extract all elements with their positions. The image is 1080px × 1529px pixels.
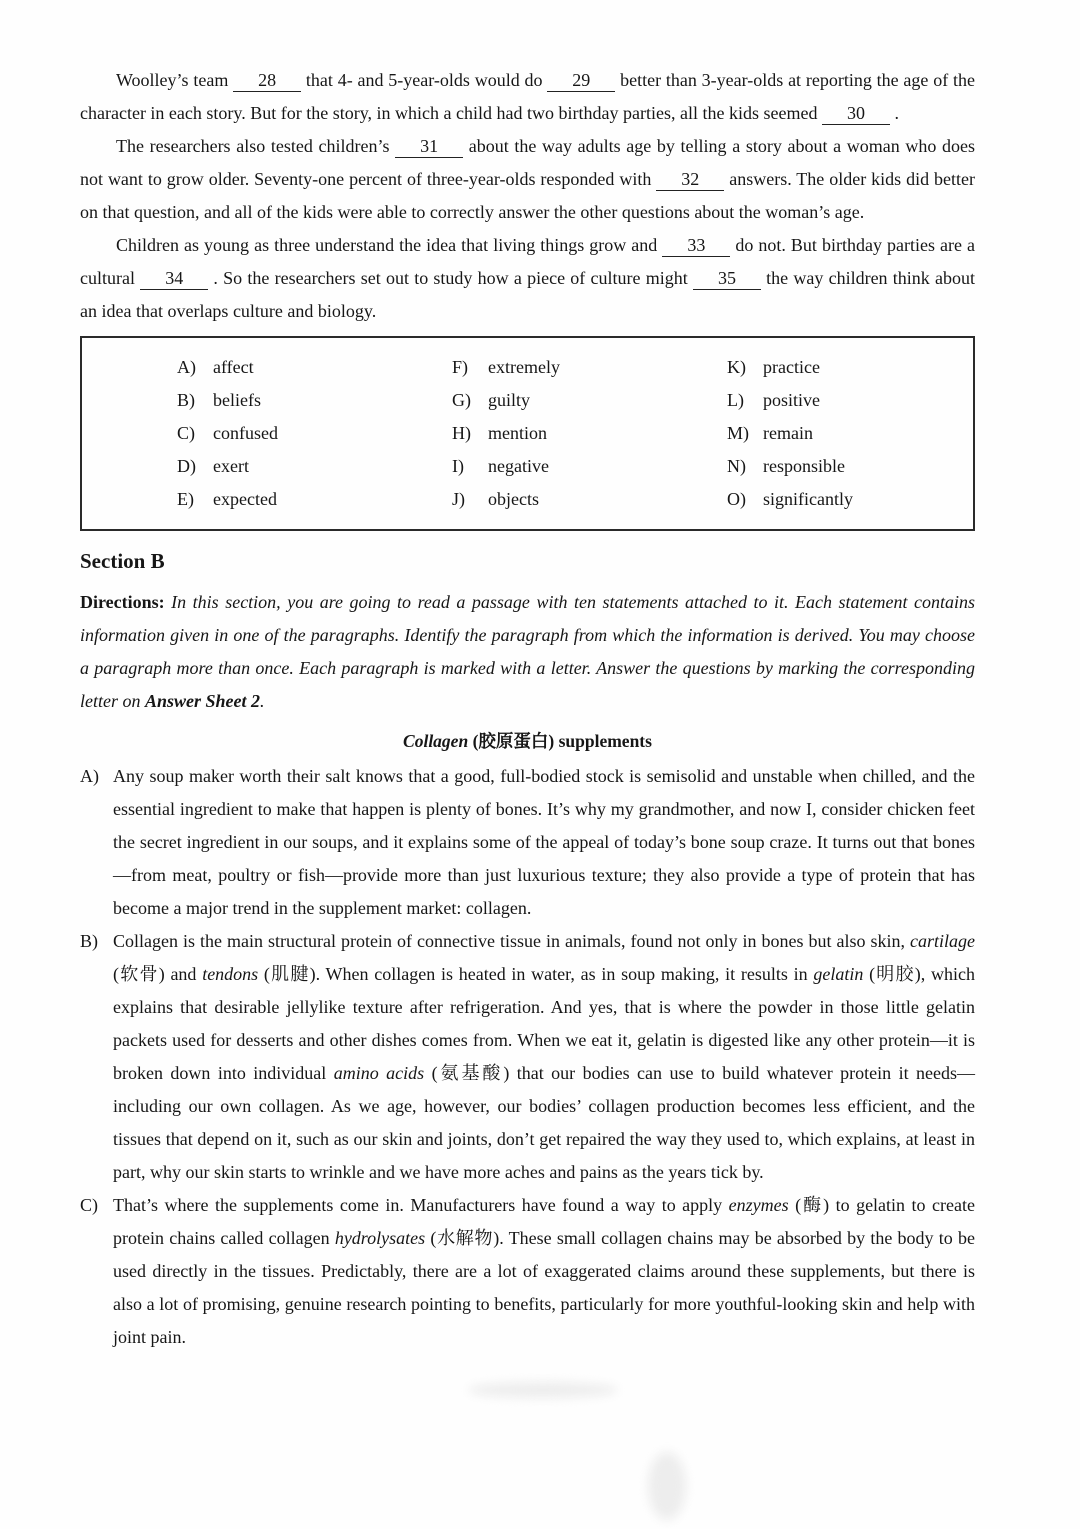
passage-paragraph-a <box>80 760 975 925</box>
section-b-heading: Section B <box>80 549 165 573</box>
option-word: extremely <box>488 357 560 377</box>
passage-paragraph-c <box>80 1189 975 1354</box>
option-letter: H) <box>452 423 471 443</box>
option-word: practice <box>763 357 820 377</box>
word-bank-option-g <box>452 384 727 417</box>
option-letter: E) <box>177 489 194 509</box>
option-letter: A) <box>177 357 196 377</box>
cloze-paragraph-3: Children as young as three understand the idea that living things grow and 33 do not. But birthday parties are a cultural 34 . So the researchers set out to study how a piece of culture might 35 the way children think about an idea that overlaps culture and biology. <box>80 235 975 321</box>
word-bank-option-i <box>452 450 727 483</box>
option-letter: B) <box>177 390 195 410</box>
word-bank-option-d <box>177 450 452 483</box>
word-bank-option-e <box>177 483 452 516</box>
option-letter: I) <box>452 456 464 476</box>
paragraph-label: B) <box>80 931 98 951</box>
option-word: confused <box>213 423 278 443</box>
directions-text: Directions: In this section, you are going to read a passage with ten statements attached to it. Each statement contains information given in one of the paragraphs. Identify the paragraph from which the information is derived. You may choose a paragraph more than once. Each paragraph is marked with a letter. Answer the questions by marking the corresponding letter on Answer Sheet 2. <box>80 592 975 711</box>
option-letter: G) <box>452 390 471 410</box>
scan-smudge <box>468 1382 618 1398</box>
option-letter: L) <box>727 390 744 410</box>
passage-paragraph-b <box>80 925 975 1189</box>
option-letter: C) <box>177 423 195 443</box>
option-word: objects <box>488 489 539 509</box>
option-letter: D) <box>177 456 196 476</box>
scan-smudge <box>648 1452 686 1520</box>
option-letter: M) <box>727 423 749 443</box>
option-word: expected <box>213 489 277 509</box>
passage-title: Collagen (胶原蛋白) supplements <box>403 731 652 751</box>
option-word: guilty <box>488 390 531 410</box>
option-letter: F) <box>452 357 469 377</box>
word-bank-option-n <box>727 450 963 483</box>
option-word: responsible <box>763 456 845 476</box>
word-bank-option-o <box>727 483 963 516</box>
paragraph-label: A) <box>80 766 99 786</box>
word-bank-option-f <box>452 351 727 384</box>
option-word: significantly <box>763 489 853 509</box>
word-bank-option-c <box>177 417 452 450</box>
paragraph-label: C) <box>80 1195 98 1215</box>
option-word: positive <box>763 390 820 410</box>
option-word: negative <box>488 456 549 476</box>
paragraph-body: That’s where the supplements come in. Manufacturers have found a way to apply enzymes (酶) to gelatin to create protein chains called collagen hydrolysates (水解物). These small collagen chains may be absorbed by the body to be used directly in the tissues. Predictably, there are a lot of exaggerated claims around these supplements, but there is also a lot of promising, genuine research pointing to benefits, particularly for more youthful-looking skin and help with joint pain. <box>113 1195 975 1347</box>
paragraph-body: Any soup maker worth their salt knows that a good, full-bodied stock is semisolid and unstable when chilled, and the essential ingredient to make that happen is plenty of bones. It’s why my grandmother, and now I, consider chicken feet the secret ingredient in our soups, and it explains some of the appeal of today’s bone soup craze. It turns out that bones—from meat, poultry or fish—provide more than just luxurious texture; they also provide a type of protein that has become a major trend in the supplement market: collagen. <box>113 766 975 918</box>
word-bank-option-b <box>177 384 452 417</box>
section-a-cloze-passage <box>80 64 975 328</box>
option-letter: K) <box>727 357 746 377</box>
word-bank-box <box>80 336 975 531</box>
option-word: mention <box>488 423 547 443</box>
cloze-paragraph-2: The researchers also tested children’s 31 about the way adults age by telling a story about a woman who does not want to grow older. Seventy-one percent of three-year-olds responded with 32 answers. The older kids did better on that question, and all of the kids were able to correctly answer the other questions about the woman’s age. <box>80 136 976 222</box>
word-bank-option-l <box>727 384 963 417</box>
option-letter: O) <box>727 489 746 509</box>
option-word: affect <box>213 357 254 377</box>
option-word: remain <box>763 423 813 443</box>
paragraph-body: Collagen is the main structural protein of connective tissue in animals, found not only in bones but also skin, cartilage (软骨) and tendons (肌腱). When collagen is heated in water, as in soup making, it results in gelatin (明胶), which explains that desirable jellylike texture after refrigeration. And yes, that is where the powder in those little gelatin packets used for desserts and other dishes comes from. When we eat it, gelatin is digested like any other protein—it is broken down into individual amino acids (氨基酸) that our bodies can use to build whatever protein it needs—including our own collagen. As we age, however, our bodies’ collagen production becomes less efficient, and the tissues that depend on it, such as our skin and joints, don’t get repaired the way they used to, which explains, at least in part, why our skin starts to wrinkle and we have more aches and pains as the years tick by. <box>113 931 976 1182</box>
option-letter: J) <box>452 489 465 509</box>
word-bank-option-a <box>177 351 452 384</box>
option-word: beliefs <box>213 390 261 410</box>
word-bank-option-k <box>727 351 963 384</box>
cloze-paragraph-1: Woolley’s team 28 that 4- and 5-year-olds would do 29 better than 3-year-olds at reporting the age of the character in each story. But for the story, in which a child had two birthday parties, all the kids seemed 30 . <box>80 70 975 123</box>
option-word: exert <box>213 456 249 476</box>
option-letter: N) <box>727 456 746 476</box>
word-bank-option-j <box>452 483 727 516</box>
word-bank-option-m <box>727 417 963 450</box>
word-bank-option-h <box>452 417 727 450</box>
